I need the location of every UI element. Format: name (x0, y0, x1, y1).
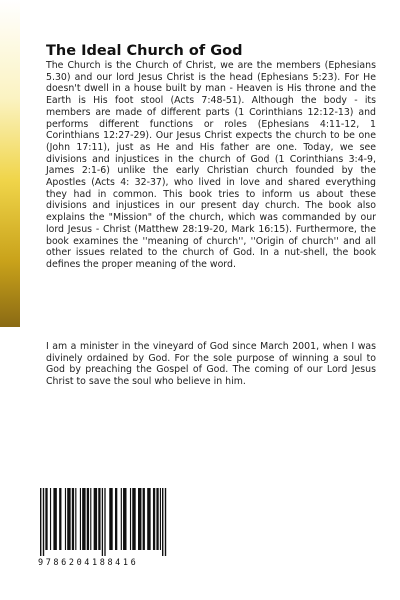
barcode-bar (156, 488, 158, 550)
barcode-bar (162, 488, 163, 556)
barcode-bar (153, 488, 155, 550)
barcode-bar (123, 488, 126, 550)
barcode-bar (109, 488, 112, 550)
barcode-bar (98, 488, 100, 550)
barcode-bar (43, 488, 44, 556)
barcode (36, 486, 184, 582)
isbn-number: 9786204188416 (38, 558, 139, 568)
barcode-bar (40, 488, 41, 556)
spine-gradient-strip (0, 0, 20, 327)
barcode-bar (102, 488, 103, 556)
barcode-bar (65, 488, 66, 550)
barcode-bar (50, 488, 51, 550)
barcode-bar (143, 488, 145, 550)
author-bio: I am a minister in the vineyard of God since March 2001, when I was divinely ordained by God. For the sole purpose of winning a soul to God by preaching the Gospel of God. The coming of our Lord Jesus Christ to save the soul who believe in him. (46, 341, 376, 388)
barcode-bar (87, 488, 89, 550)
barcode-bar (90, 488, 91, 550)
barcode-bar (160, 488, 161, 550)
barcode-bar (104, 488, 105, 556)
barcode-bar (80, 488, 81, 550)
barcode-bar (72, 488, 74, 550)
book-description: The Church is the Church of Christ, we are the members (Ephesians 5.30) and our lord Jesus Christ is the head (Ephesians 5:23). For He doesn't dwell in a house built by man - Heaven is His throne and the Earth is His foot stool (Acts 7:48-51). Although the body - its members are made of different parts (1 Corinthians 12:12-13) and performs different functions or roles (Ephesians 4:11-12, 1 Corinthians 12:27-29). Our Jesus Christ expects the church to be one (John 17:11), just as He and His father are one. Today, we see divisions and injustices in the church of God (1 Corinthians 3:4-9, James 2:1-6) unlike the early Christian church founded by the Apostles (Acts 4: 32-37), who lived in love and shared everything they had in common. This book tries to inform us about these divisions and injustices in our present day church. The book also explains the "Mission" of the church, which was commanded by our lord Jesus - Christ (Matthew 28:19-20, Mark 16:15). Furthermore, the book examines the ''meaning of church'', ''Origin of church'' and all other issues related to the church of God. In a nut-shell, the book defines the proper meaning of the word. (46, 60, 376, 270)
barcode-bar (115, 488, 117, 550)
barcode-bar (67, 488, 70, 550)
barcode-bar (75, 488, 76, 550)
barcode-bar (45, 488, 47, 550)
book-title: The Ideal Church of God (46, 43, 243, 59)
barcode-bar (165, 488, 166, 556)
barcode-bars (36, 486, 184, 558)
barcode-bar (59, 488, 61, 550)
barcode-bar (132, 488, 135, 550)
barcode-bar (53, 488, 56, 550)
barcode-bar (138, 488, 141, 550)
barcode-bar (147, 488, 150, 550)
barcode-bar (94, 488, 97, 550)
barcode-bar (82, 488, 85, 550)
barcode-bar (121, 488, 122, 550)
barcode-bar (130, 488, 131, 550)
